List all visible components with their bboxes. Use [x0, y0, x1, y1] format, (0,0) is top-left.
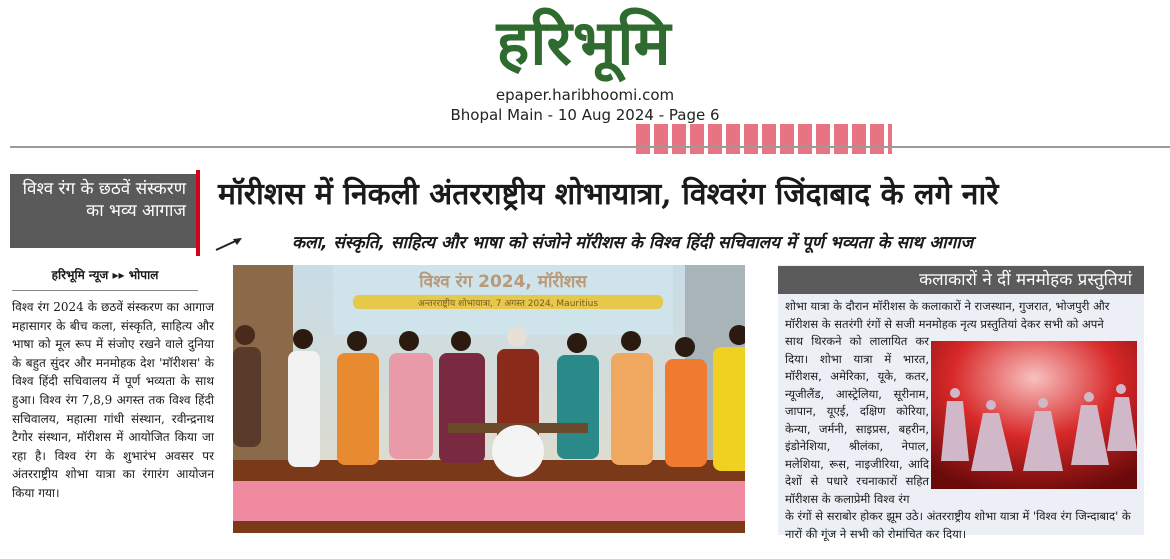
sidebar-text-wrap: साथ थिरकने को लालायित कर दिया। शोभा यात्रा में भारत, मॉरीशस, अमेरिका, यूके, कतर, न्यूजीलैंड, आस्ट्रेलिया, सूरीनाम, जापान, यूएई, दक्षिण कोरिया, केन्या, जर्मनी, साइप्रस, बहरीन, इंडोनेशिया, श्रीलंका, नेपाल, मलेशिया, रूस, नाइजीरिया, आदि देशों से पधारे रचनाकारों सहित मॉरीशस के कलाप्रेमी विश्व रंग — [785, 334, 929, 506]
photo-banner-subtitle: अन्तरराष्ट्रीय शोभायात्रा, 7 अगस्त 2024, Mauritius — [417, 299, 599, 309]
photo-banner-title: विश्व रंग 2024, मॉरीशस — [419, 272, 587, 292]
flower-border — [233, 481, 745, 521]
page-header-strip — [636, 124, 892, 154]
byline-divider — [12, 290, 198, 291]
article-subheadline: कला, संस्कृति, साहित्य और भाषा को संजोने मॉरीशस के विश्व हिंदी सचिवालय में पूर्ण भव्यता के साथ आगाज — [292, 233, 974, 253]
stage-photo-illustration — [233, 265, 745, 533]
kicker-accent-bar — [196, 170, 200, 256]
site-url: epaper.haribhoomi.com — [495, 86, 675, 104]
masthead — [0, 0, 1170, 130]
page-divider — [10, 146, 1170, 148]
sidebar-heading: कलाकारों ने दीं मनमोहक प्रस्तुतियां — [778, 266, 1144, 294]
logo-text: हरिभूमि — [496, 6, 672, 79]
sidebar-text-top: शोभा यात्रा के दौरान मॉरीशस के कलाकारों ने राजस्थान, गुजरात, भोजपुरी और मॉरीशस के सतरंगी रंगों से सजी मनमोहक नृत्य प्रस्तुतियां देकर सभी को अपने — [785, 299, 1110, 331]
sidebar-text-bottom: के रंगों से सराबोर होकर झूम उठे। अंतरराष्ट्रीय शोभा यात्रा में 'विश्व रंग जिन्दाबाद' के नारों की गूंज ने सभी को रोमांचित कर दिया। — [785, 509, 1131, 541]
byline: हरिभूमि न्यूज ▸▸ भोपाल — [51, 268, 159, 282]
kicker-box: विश्व रंग के छठवें संस्करण का भव्य आगाज — [10, 174, 196, 248]
haribhoomi-logo — [438, 4, 730, 82]
edition-info: Bhopal Main - 10 Aug 2024 - Page 6 — [450, 106, 720, 124]
event-photo — [233, 265, 745, 533]
dance-photo-illustration — [931, 341, 1137, 489]
flower-arrangement — [492, 425, 544, 477]
article-body: विश्व रंग 2024 के छठवें संस्करण का आगाज महासागर के बीच कला, संस्कृति, साहित्य और भाषा को मूल रूप में संजोए रखने वाले दुनिया के बहुत सुंदर और मनमोहक देश 'मॉरीशस' के विश्व हिंदी सचिवालय में पूर्ण भव्यता के साथ हुआ। विश्व रंग 7,8,9 अगस्त तक विश्व हिंदी सचिवालय, महात्मा गांधी संस्थान, रवीन्द्रनाथ टैगोर संस्थान, मॉरीशस में आयोजित किया जा रहा है। विश्व रंग के शुभारंभ अवसर पर अंतरराष्ट्रीय शोभा यात्रा का रंगारंग आयोजन किया गया। — [12, 300, 214, 500]
dance-photo — [931, 341, 1137, 489]
arrow-icon — [214, 236, 244, 252]
article-headline: मॉरीशस में निकली अंतरराष्ट्रीय शोभायात्रा, विश्वरंग जिंदाबाद के लगे नारे — [218, 177, 999, 212]
